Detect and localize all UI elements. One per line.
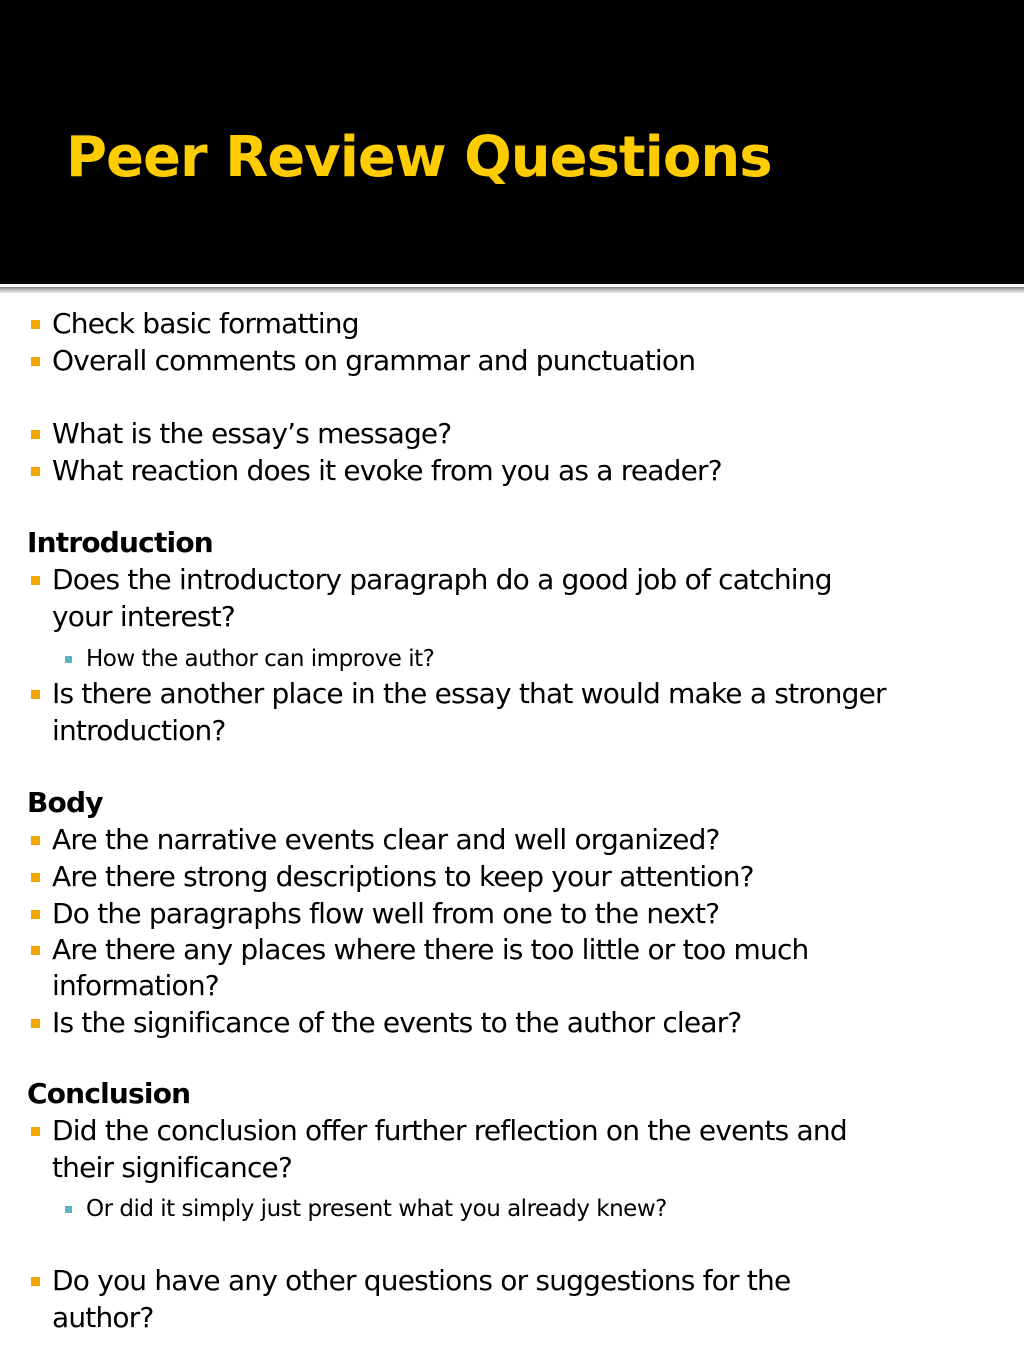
bullet-square-icon — [31, 1127, 40, 1136]
bullet-square-icon — [31, 467, 40, 476]
bullet-square-icon — [31, 1019, 40, 1028]
bullet-square-icon — [31, 576, 40, 585]
bullet-square-icon — [31, 1277, 40, 1286]
bullet-square-icon — [31, 946, 40, 955]
bullet-square-icon — [31, 910, 40, 919]
bullet-square-small-icon — [65, 656, 72, 663]
bullet-square-icon — [31, 690, 40, 699]
bullet-square-small-icon — [65, 1206, 72, 1213]
bullet-square-icon — [31, 836, 40, 845]
slide-title: Peer Review Questions — [66, 125, 772, 190]
bullet-square-icon — [31, 430, 40, 439]
bullet-square-icon — [31, 873, 40, 882]
bullet-square-icon — [31, 320, 40, 329]
title-divider — [0, 287, 1024, 293]
bullet-square-icon — [31, 357, 40, 366]
title-band — [0, 0, 1024, 284]
